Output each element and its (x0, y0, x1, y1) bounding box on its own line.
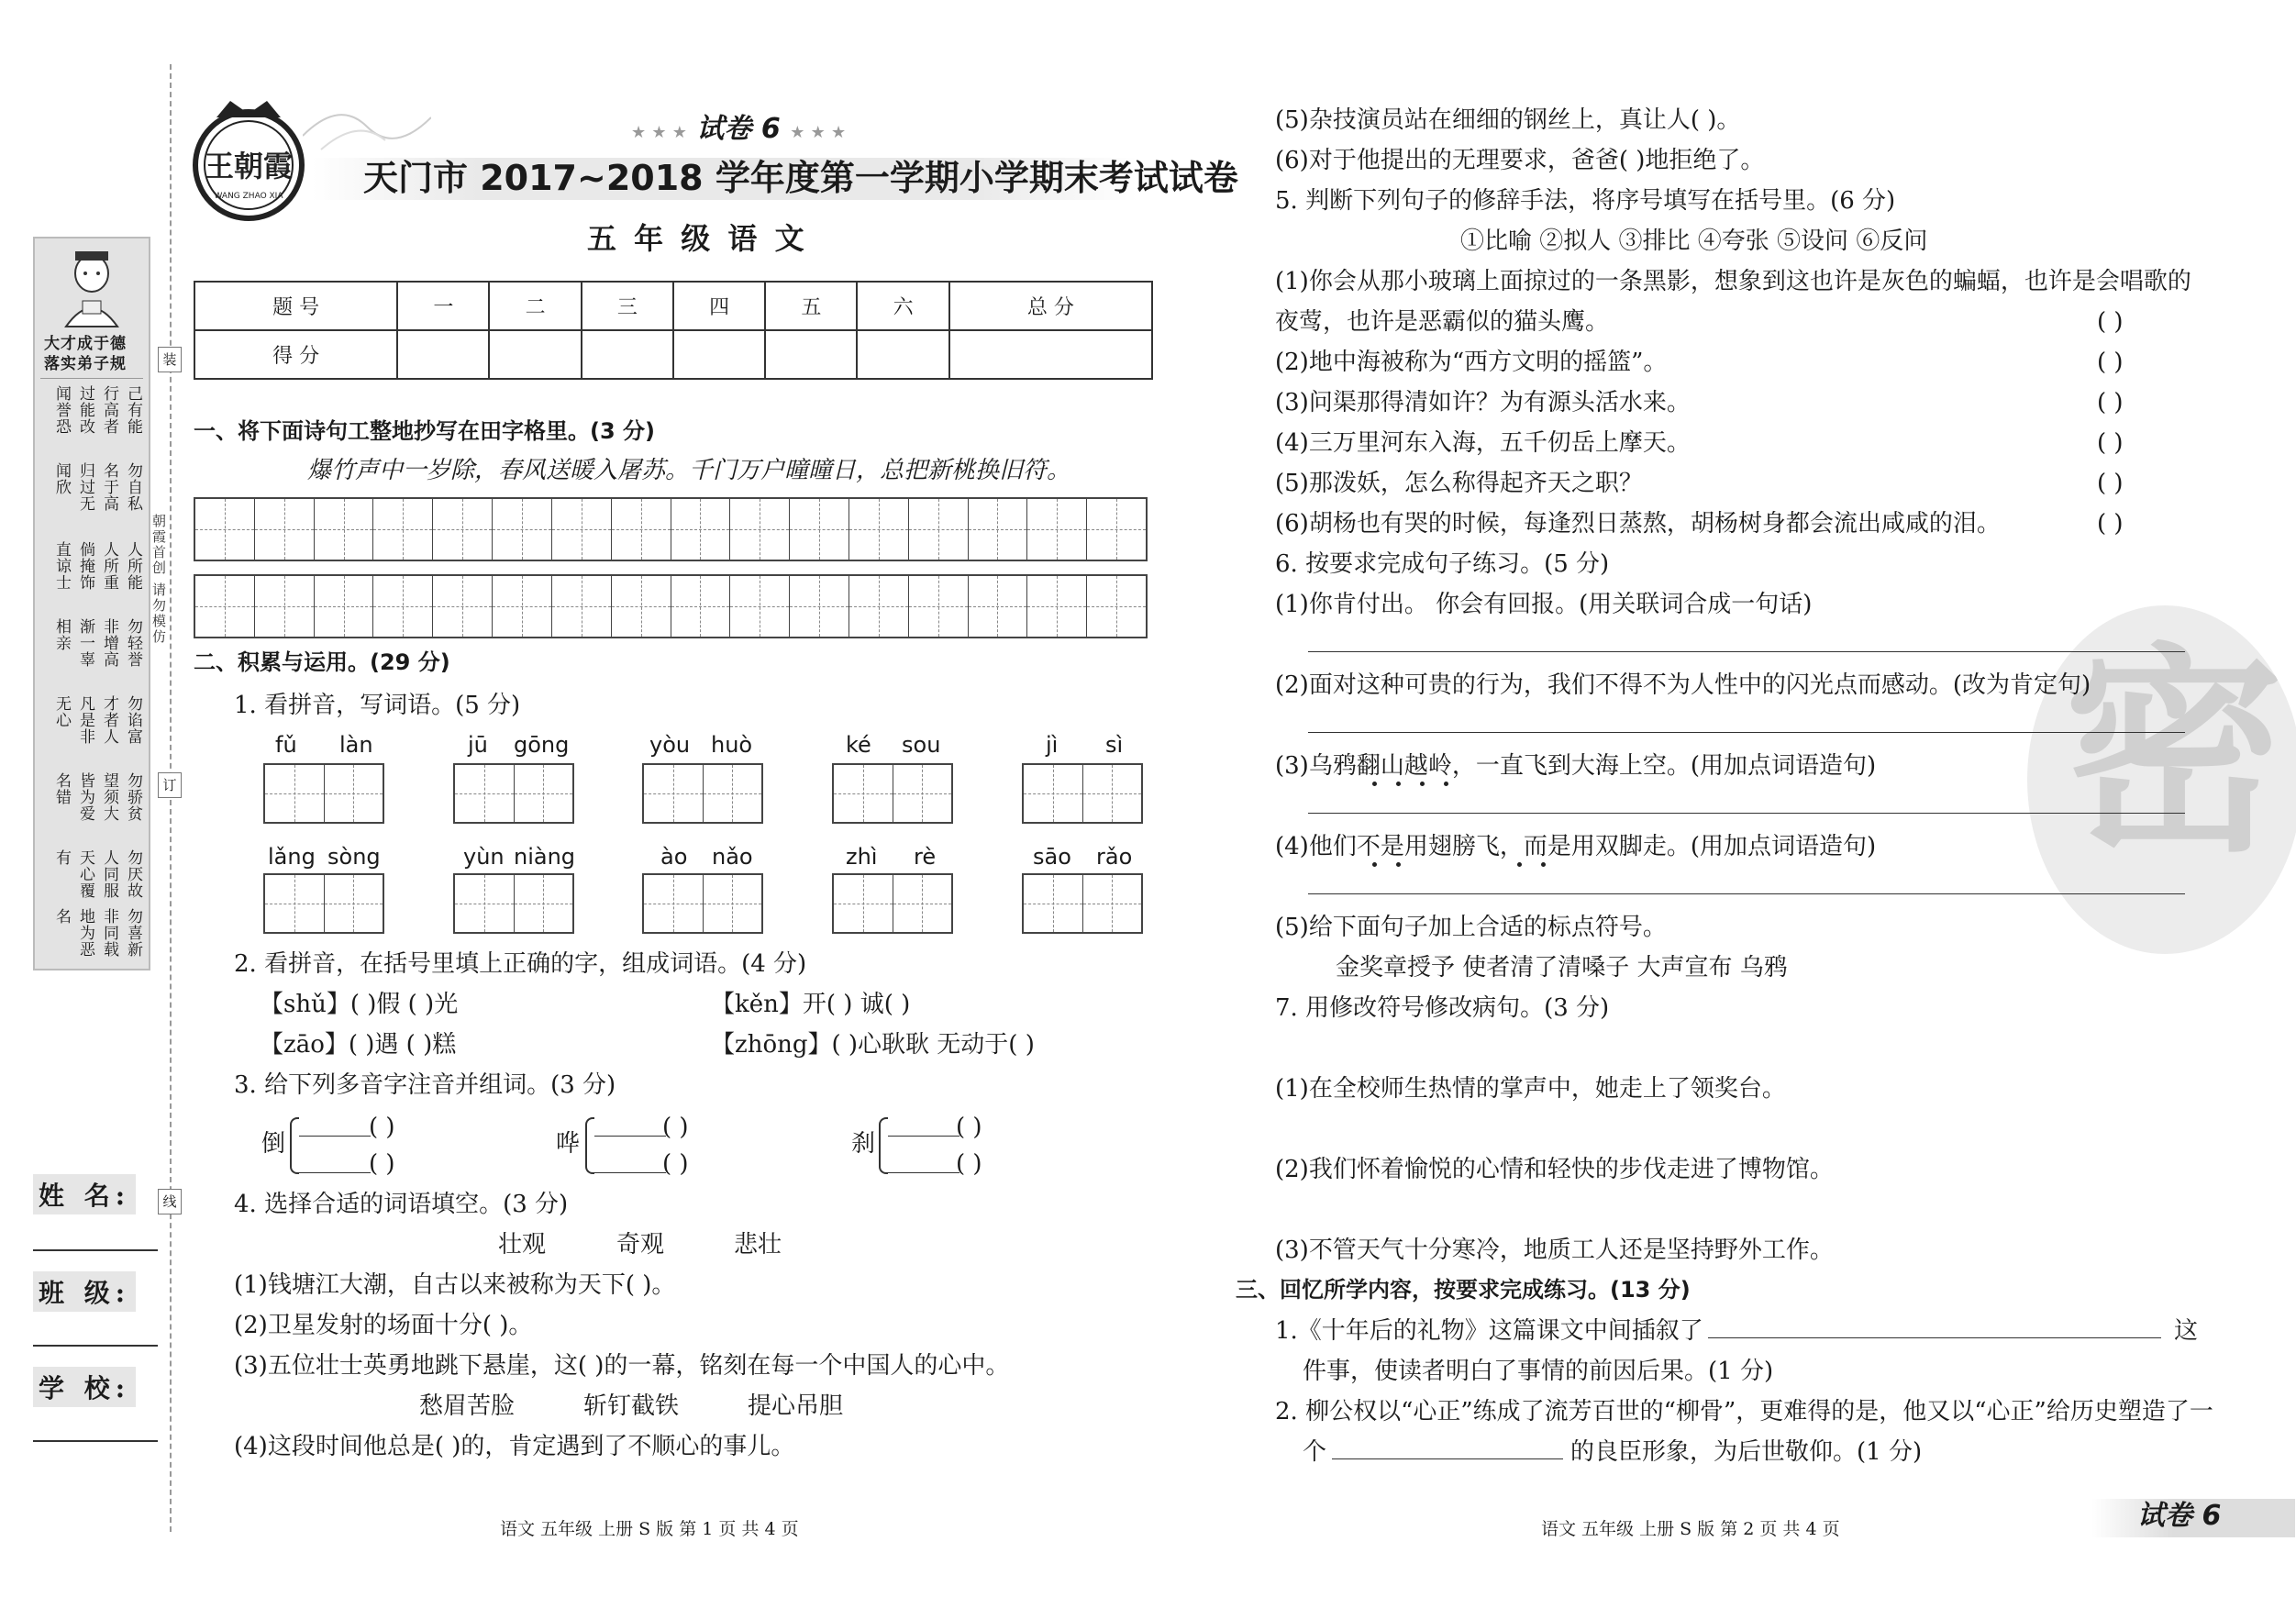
answer-line[interactable] (1308, 651, 2185, 652)
answer-box[interactable] (1022, 763, 1143, 824)
rule-col: 勿骄贫 (124, 772, 142, 822)
rule-col: 相亲 (52, 618, 71, 651)
name-field[interactable] (33, 1249, 158, 1251)
rule-col: 过能改 (76, 385, 94, 435)
pinyin: jì (1046, 732, 1059, 758)
answer-paren[interactable]: ( ) (2097, 389, 2124, 416)
word-option: 提心吊胆 (748, 1392, 844, 1420)
pinyin: yùn (463, 844, 505, 870)
rule-col: 勿谄富 (124, 695, 142, 745)
rule-col: 行高者 (100, 385, 118, 435)
word-option: 愁眉苦脸 (419, 1392, 516, 1420)
class-label: 班 级: (33, 1271, 136, 1312)
rule-col: 无心 (52, 695, 71, 728)
polyphone-char: 刹 (851, 1130, 876, 1158)
rhetoric-item: 夜莺，也许是恶霸似的猫头鹰。 (1275, 308, 1610, 336)
answer-line[interactable] (1308, 732, 2185, 733)
recall-q2: 2. 柳公权以“心正”练成了流芳百世的“柳骨”，更难得的是，他又以“心正”给历史塑造了一 (1275, 1398, 2213, 1425)
answer-blank[interactable] (299, 1136, 371, 1137)
q4-line: (3)五位壮士英勇地跳下悬崖，这( )的一幕，铭刻在每一个中国人的心中。 (234, 1352, 1010, 1380)
page-footer-left: 语文 五年级 上册 S 版 第 1 页 共 4 页 (500, 1519, 799, 1539)
section2-title: 二、积累与运用。(29 分) (194, 649, 450, 675)
pinyin: sou (902, 732, 941, 758)
q4-line: (5)杂技演员站在细细的钢丝上，真让人( )。 (1275, 106, 1741, 134)
rule-col: 闻誉恐 (52, 385, 71, 435)
score-cell[interactable] (765, 330, 857, 379)
class-field[interactable] (33, 1345, 158, 1347)
rule-col: 勿轻誉 (124, 618, 142, 668)
rule-col: 倘掩饰 (76, 541, 94, 591)
word-option: 斩钉截铁 (583, 1392, 680, 1420)
tianzige-row-1[interactable] (194, 497, 1148, 561)
pinyin: niàng (514, 844, 576, 870)
q4-line: (4)这段时间他总是( )的，肯定遇到了不顺心的事儿。 (234, 1433, 795, 1460)
rule-col: 闻欣 (52, 462, 71, 495)
score-cell[interactable] (673, 330, 765, 379)
answer-paren[interactable]: ( ) (662, 1150, 689, 1178)
question-2-1: 1. 看拼音，写词语。(5 分) (234, 692, 521, 719)
binding-label-ding: 订 (158, 772, 182, 798)
rule-col: 人所重 (100, 541, 118, 591)
answer-blank[interactable] (888, 1136, 959, 1137)
motto-1: 大才成于德 (44, 335, 127, 353)
rhetoric-item: (4)三万里河东入海，五千仞岳上摩天。 (1275, 429, 1691, 457)
question-2-4: 4. 选择合适的词语填空。(3 分) (234, 1191, 569, 1218)
answer-line[interactable] (1308, 893, 2185, 894)
paper-tag-footer: 试卷 6 (2137, 1500, 2222, 1532)
section3-title: 三、回忆所学内容，按要求完成练习。(13 分) (1236, 1277, 1691, 1303)
answer-box[interactable] (642, 763, 763, 824)
name-label: 姓 名: (33, 1174, 136, 1214)
sentence-item: (5)给下面句子加上合适的标点符号。 (1275, 914, 1667, 941)
rule-col: 勿厌故 (124, 849, 142, 899)
answer-blank[interactable] (594, 1136, 666, 1137)
binding-label-xian: 线 (158, 1189, 182, 1214)
rule-col: 有 (52, 849, 71, 866)
score-header: 一 (397, 282, 489, 330)
score-header: 六 (857, 282, 948, 330)
answer-paren[interactable]: ( ) (956, 1114, 982, 1141)
score-header: 五 (765, 282, 857, 330)
score-header: 三 (582, 282, 673, 330)
score-header: 二 (489, 282, 581, 330)
page-footer-right: 语文 五年级 上册 S 版 第 2 页 共 4 页 (1541, 1519, 1840, 1539)
rule-col: 天心覆 (76, 849, 94, 899)
pinyin: sāo (1033, 844, 1071, 870)
q4-line: (2)卫星发射的场面十分( )。 (234, 1312, 533, 1339)
binding-label-zhuang: 装 (158, 347, 182, 372)
rhetoric-item: (6)胡杨也有哭的时候，每逢烈日蒸熬，胡杨树身都会流出咸咸的泪。 (1275, 510, 2001, 538)
answer-blank[interactable] (888, 1172, 959, 1173)
answer-box[interactable] (453, 873, 574, 934)
pinyin: zhì (846, 844, 878, 870)
answer-paren[interactable]: ( ) (2097, 510, 2124, 538)
pinyin: ké (846, 732, 871, 758)
watermark-seal (2027, 605, 2296, 954)
rhetoric-item: (3)问渠那得清如许？为有源头活水来。 (1275, 389, 1691, 416)
answer-box[interactable] (642, 873, 763, 934)
logo-seal (180, 92, 317, 229)
answer-line[interactable] (1308, 813, 2185, 814)
school-label: 学 校: (33, 1367, 136, 1407)
score-cell[interactable] (857, 330, 948, 379)
answer-paren[interactable]: ( ) (662, 1114, 689, 1141)
school-field[interactable] (33, 1440, 158, 1442)
polyphone-char: 倒 (261, 1130, 286, 1158)
score-header: 四 (673, 282, 765, 330)
score-cell[interactable] (489, 330, 581, 379)
rhetoric-item: (5)那泼妖，怎么称得起齐天之职？ (1275, 470, 1643, 497)
rule-col: 凡是非 (76, 695, 94, 745)
sentence-item: (1)你肯付出。 你会有回报。(用关联词合成一句话) (1275, 591, 1813, 618)
answer-box[interactable] (263, 763, 384, 824)
score-cell[interactable] (397, 330, 489, 379)
pinyin: rǎo (1096, 844, 1133, 870)
answer-line[interactable] (1332, 1458, 1563, 1459)
answer-box[interactable] (832, 763, 953, 824)
pinyin: sì (1105, 732, 1124, 758)
answer-paren[interactable]: ( ) (369, 1150, 395, 1178)
sentence-item: (3)乌鸦翻山越岭，一直飞到大海上空。(用加点词语造句) (1275, 752, 1877, 780)
answer-paren[interactable]: ( ) (956, 1150, 982, 1178)
question-2-2: 2. 看拼音，在括号里填上正确的字，组成词语。(4 分) (234, 950, 807, 978)
motto-2: 落实弟子规 (44, 355, 127, 373)
sick-sentence: (2)我们怀着愉悦的心情和轻快的步伐走进了博物馆。 (1275, 1156, 1834, 1183)
answer-paren[interactable]: ( ) (369, 1114, 395, 1141)
recall-q2-pre: 个 (1303, 1438, 1327, 1466)
rule-col: 望须大 (100, 772, 118, 822)
answer-paren[interactable]: ( ) (2097, 470, 2124, 497)
answer-blank[interactable] (594, 1172, 666, 1173)
answer-box[interactable] (832, 873, 953, 934)
rule-col: 勿喜新 (124, 908, 142, 958)
punctuation-sentence: 金奖章授予 使者清了清嗓子 大声宣布 乌鸦 (1336, 954, 1788, 981)
q2-line: 【shǔ】( )假 ( )光 (260, 991, 459, 1018)
question-2-5: 5. 判断下列句子的修辞手法，将序号填写在括号里。(6 分) (1275, 187, 1896, 215)
q4-line: (6)对于他提出的无理要求，爸爸( )地拒绝了。 (1275, 147, 1765, 174)
rhetoric-item: (1)你会从那小玻璃上面掠过的一条黑影，想象到这也许是灰色的蝙蝠，也许是会唱歌的 (1275, 268, 2191, 295)
rule-col: 地为恶 (76, 908, 94, 958)
answer-paren[interactable]: ( ) (2097, 429, 2124, 457)
q2-line: 【kěn】开( ) 诚( ) (711, 991, 911, 1018)
rule-col: 归过无 (76, 462, 94, 512)
pinyin: rè (914, 844, 937, 870)
question-2-6: 6. 按要求完成句子练习。(5 分) (1275, 550, 1610, 578)
rule-col: 非增高 (100, 618, 118, 668)
rule-col: 渐一辜 (76, 618, 94, 668)
rule-col: 名 (52, 908, 71, 925)
logo-name: 王朝霞 (204, 149, 294, 183)
rule-col: 己有能 (124, 385, 142, 435)
rhetoric-item: (2)地中海被称为“西方文明的摇篮”。 (1275, 349, 1668, 376)
word-option: 悲壮 (734, 1231, 782, 1259)
section1-title: 一、将下面诗句工整地抄写在田字格里。(3 分) (194, 418, 655, 444)
score-header: 总 分 (949, 282, 1152, 330)
score-header: 题 号 (194, 282, 397, 330)
score-cell[interactable] (582, 330, 673, 379)
pinyin: gōng (514, 732, 570, 758)
sentence-item: (4)他们不是用翅膀飞，而是用双脚走。(用加点词语造句) (1275, 833, 1877, 860)
tianzige-row-2[interactable] (194, 574, 1148, 638)
answer-paren[interactable]: ( ) (2097, 349, 2124, 376)
pinyin: jū (468, 732, 488, 758)
pinyin: sòng (327, 844, 381, 870)
subject-title: 五 年 级 语 文 (587, 221, 808, 256)
rhetoric-options: ①比喻 ②拟人 ③排比 ④夸张 ⑤设问 ⑥反问 (1460, 227, 1928, 255)
answer-box[interactable] (1022, 873, 1143, 934)
recall-q1: 1.《十年后的礼物》这篇课文中间插叙了 (1275, 1317, 1703, 1345)
sick-sentence: (3)不管天气十分寒冷，地质工人还是坚持野外工作。 (1275, 1237, 1834, 1264)
pinyin: fǔ (275, 732, 297, 758)
rule-col: 名错 (52, 772, 71, 805)
q4-line: (1)钱塘江大潮，自古以来被称为天下( )。 (234, 1271, 676, 1299)
q2-line: 【zhōng】( )心耿耿 无动于( ) (711, 1031, 1035, 1059)
rule-col: 勿自私 (124, 462, 142, 512)
question-2-7: 7. 用修改符号修改病句。(3 分) (1275, 994, 1610, 1022)
rules-strip (33, 237, 150, 970)
recall-q2-cont: 的良臣形象，为后世敬仰。(1 分) (1570, 1438, 1923, 1466)
recall-q1-cont: 件事，使读者明白了事情的前因后果。(1 分) (1303, 1358, 1774, 1385)
paper-tag: ★ ★ ★ 试卷 6 ★ ★ ★ (631, 113, 847, 145)
recall-q1-end: 这 (2174, 1317, 2199, 1345)
pinyin: huò (711, 732, 753, 758)
pinyin: làn (339, 732, 373, 758)
word-option: 壮观 (498, 1231, 547, 1259)
rule-col: 才者人 (100, 695, 118, 745)
score-table (194, 281, 1153, 380)
logo-pinyin: WANG ZHAO XIA (214, 192, 283, 201)
rule-col: 人所能 (124, 541, 142, 591)
binding-line (170, 64, 172, 1532)
rule-col: 人同服 (100, 849, 118, 899)
copyright-note: 朝霞首创 请勿模仿 (150, 514, 167, 645)
answer-line[interactable] (1708, 1337, 2161, 1338)
watermark-char: 密 (2064, 623, 2285, 882)
sick-sentence: (1)在全校师生热情的掌声中，她走上了领奖台。 (1275, 1075, 1786, 1103)
scholar-icon (55, 246, 128, 328)
rule-col: 皆为爱 (76, 772, 94, 822)
rule-col: 非同载 (100, 908, 118, 958)
polyphone-char: 哗 (556, 1130, 581, 1158)
pinyin: yòu (649, 732, 691, 758)
rule-col: 名于高 (100, 462, 118, 512)
sentence-item: (2)面对这种可贵的行为，我们不得不为人性中的闪光点而感动。(改为肯定句) (1275, 671, 2091, 699)
pinyin: lǎng (268, 844, 316, 870)
answer-box[interactable] (263, 873, 384, 934)
ribbon-decoration (303, 99, 431, 163)
answer-paren[interactable]: ( ) (2097, 308, 2124, 336)
rule-col: 直谅士 (52, 541, 71, 591)
word-option: 奇观 (616, 1231, 665, 1259)
pinyin: nǎo (712, 844, 753, 870)
score-row-label: 得 分 (194, 330, 397, 379)
answer-box[interactable] (453, 763, 574, 824)
score-cell[interactable] (949, 330, 1152, 379)
pinyin: ào (660, 844, 688, 870)
q2-line: 【zāo】( )遇 ( )糕 (260, 1031, 457, 1059)
exam-title: 天门市 2017~2018 学年度第一学期小学期末考试试卷 (363, 158, 1238, 198)
answer-blank[interactable] (299, 1172, 371, 1173)
poem-text: 爆竹声中一岁除，春风送暖入屠苏。千门万户曈曈日，总把新桃换旧符。 (307, 457, 1071, 484)
question-2-3: 3. 给下列多音字注音并组词。(3 分) (234, 1071, 616, 1099)
